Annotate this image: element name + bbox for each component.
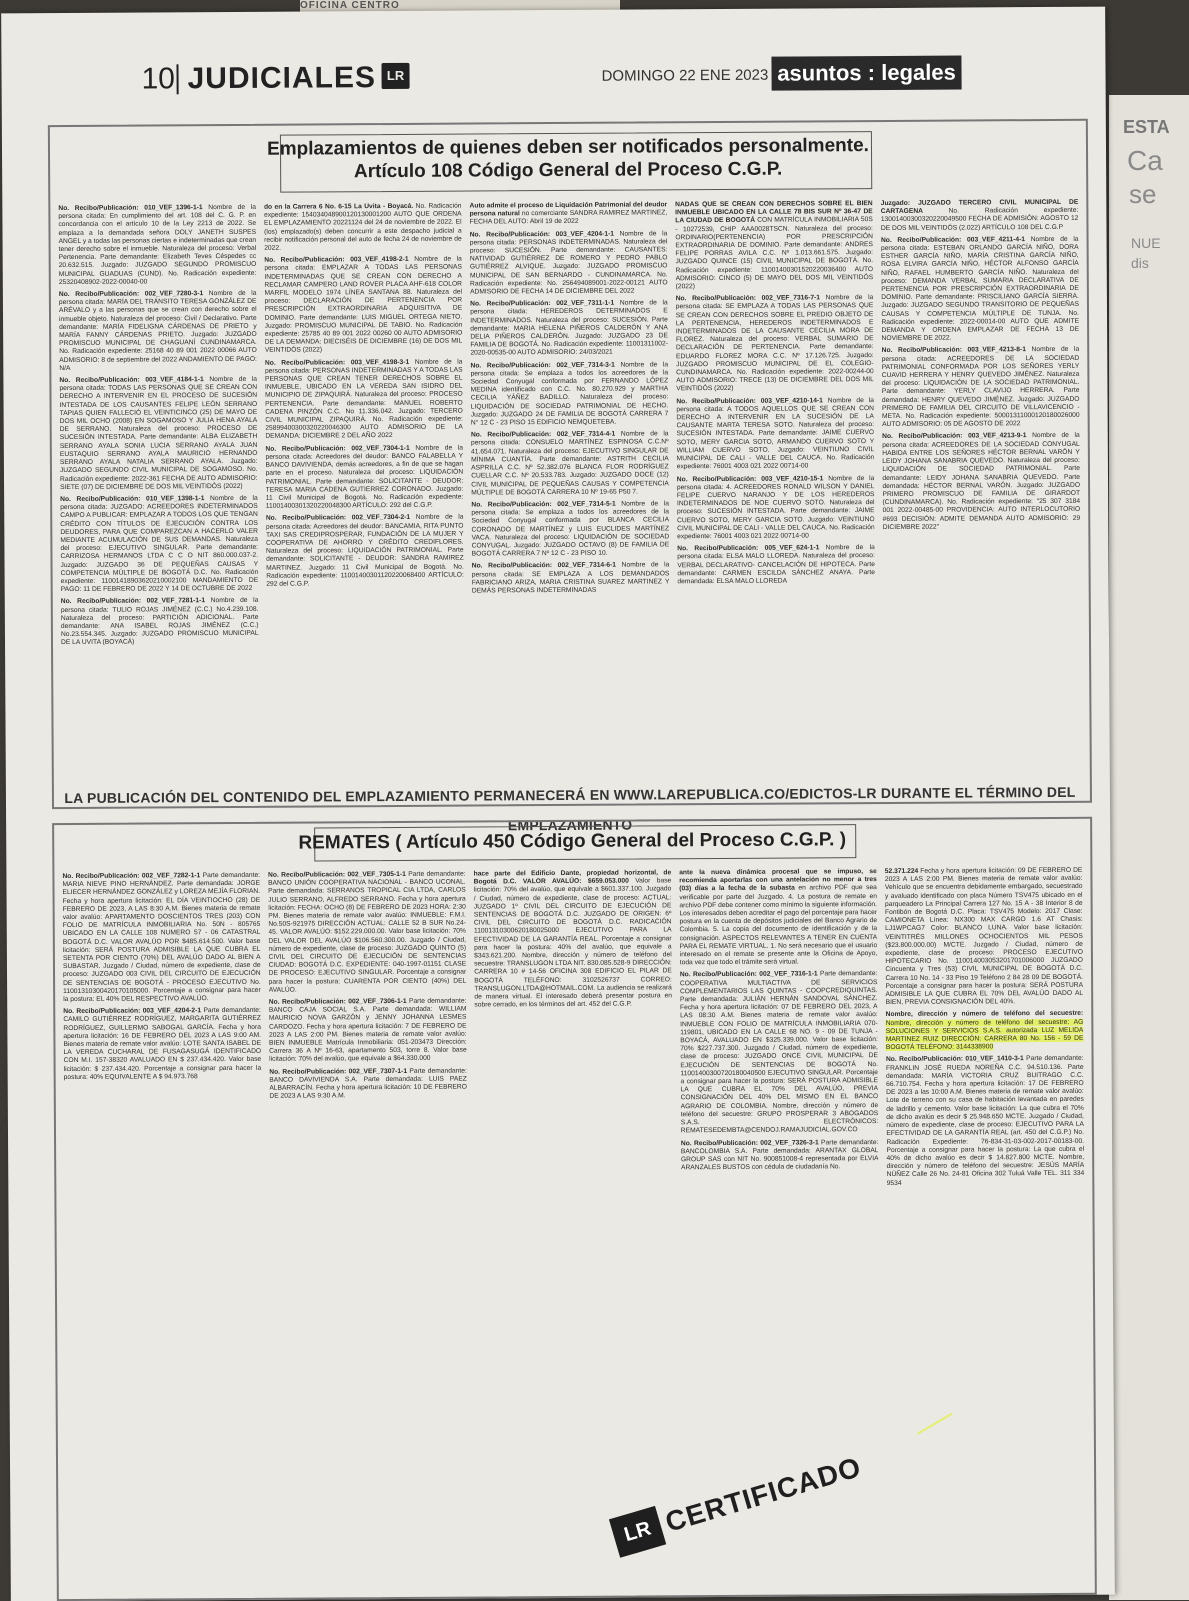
notice-heading: No. Recibo/Publicación: 002_VEF_7306-1-1 <box>268 997 410 1006</box>
emplazamiento-notice <box>61 597 259 647</box>
notice-body: Nombre de la persona citada: PERSONAS INDETERMINADAS. Naturaleza del proceso: SUCESIÓN. Parte demandante: CAUSANTES: NATIVIDAD GUTIÉRREZ DE ROMERO Y PEDRO PABLO GUTIÉRREZ ALVIQUE. Juzgado: JUZGADO PROMISCUO MUNICIPAL DE SAN BERNARDO - CUNDINAMARCA. No. Radicación expediente: No. 256494089001-2022-00121 AUTO ADMISORIO DE FECHA 14 DE DICIEMBRE DEL 2022 <box>469 229 668 296</box>
notice-body: Parte demandante: CAMILO GUTIÉRREZ RODRÍGUEZ, MARGARITA GUTIÉRREZ RODRÍGUEZ, GUILLERMO SABOGAL GARCÍA. Fecha y hora apertura licitación: 16 DE FEBRERO DEL 2023 A LAS 9:00 AM. Bienes materia de remate valor avalúo: LOTE SANTA ISABEL DE LA VEREDA CUCHARAL DE FUSAGASUGÁ IDENTIFICADO CON M.I. 157-38320 AVALUADO EN $ 237.434.420. Valor base licitación: $ 237.434.420. Porcentaje a consignar para hacer la postura: 40% EQUIVALENTE A $ 94.973.768 <box>63 1007 262 1081</box>
remate-notice <box>886 1055 1084 1187</box>
notice-heading: No. Recibo/Publicación: 002_VEF_7314-3-1 <box>470 361 621 370</box>
remate-notice <box>474 869 672 1010</box>
emplazamiento-column-5 <box>881 199 1082 795</box>
emplazamientos-box <box>48 119 1092 809</box>
notice-body: Nombre de la persona citada: PERSONAS INDETERMINADAS Y A TODAS LAS PERSONAS QUE CREAN TENER DERECHOS SOBRE EL INMUEBLE, UBICADO EN LA VEREDA SAN ISIDRO DEL MUNICIPIO DE ZIPAQUIRÁ. Naturaleza del proceso: PROCESO PERTENENCIA. Parte demandante: MANUEL ROBERTO CADENA PINZÓN C.C. No 11.336.042. Juzgado: TERCERO CIVIL MUNICIPAL ZIPAQUIRÁ. No. Radicación expediente: 25899400300320220046300 AUTO ADMISORIO DE LA DEMANDA: DICIEMBRE 2 DEL AÑO 2022 <box>264 358 463 441</box>
notice-heading: No. Recibo/Publicación: 002_VEF_7314-5-1 <box>471 500 622 509</box>
remate-notice <box>63 1007 261 1082</box>
notice-body: Nombre de la persona citada: TODAS LAS PERSONAS QUE SE CREAN CON DERECHO A INTERVENIR EN EL PROCESO DE SUCESIÓN INTESTADA DE LOS CAUSANTES FELIPE LEÓN SERRANO TAPIAS QUIEN FALLECIÓ EL VEINTICINCO (25) DE MAYO DE DOS MIL OCHO (2008) EN SOGAMOSO Y JULIA HENA AYALA DE SERRANO. Naturaleza del proceso: PROCESO DE SUCESIÓN INTESTADA. Parte demandante: ALBA ELIZABETH SERRANO AYALA SONIA LUCIA SERRANO AYALA JUAN EUSTAQUIO SERRANO AYALA MAURICIO HERNANDO SERRANO AYALA NATALIA SERRANO AYALA. Juzgado: JUZGADO SEGUNDO CIVIL MUNICIPAL DE SOGAMOSO. No. Radicación expediente: 2022-361 FECHA DE AUTO ADMISORIO: SIETE (07) DE DICIEMBRE DE DOS MIL VEINTIDÓS (2022) <box>59 375 258 491</box>
notice-body: Parte demandante: BANCO CAJA SOCIAL S.A. Parte demandada: WILLIAM MAURICIO NOVA GARZÓN y JENNY JOHANNA LESMES CARDOZO. Fecha y hora apertura licitación: 7 DE FEBRERO DE 2023 A LAS 2:00 PM. Bienes materia de remate valor avalúo: BIEN INMUEBLE Matrícula Inmobiliaria: 051-203473 Dirección: Carrera 36 A Nº 16-63, apartamento 503, torre 8. Valor base licitación: 70% del avalúo, que equivale a $64.330.000 <box>268 997 467 1064</box>
notice-heading: No. Recibo/Publicación: 003_VEF_4204-1-1 <box>469 230 620 239</box>
remate-notice <box>269 998 467 1065</box>
page-header <box>141 52 961 97</box>
emplazamiento-notice <box>470 300 668 359</box>
emplazamiento-notice <box>882 432 1080 532</box>
remates-box <box>52 817 1097 1601</box>
remate-notice <box>681 1139 879 1173</box>
notice-body: Nombre de la persona citada: JUZGADO: ACREEDORES INDETERMINADOS CAMPO A PUBLICAR: EMPLAZAR A TODOS LOS QUE TENGAN CRÉDITO CON TÍTULOS DE EJECUCIÓN CONTRA LOS DEUDORES, PARA QUE COMPAREZCAN A HACERLO VALER MEDIANTE ACUMULACIÓN DE SUS DEMANDAS. Naturaleza del proceso: EJECUTIVO SINGULAR. Parte demandante: CARRIZOSA HERMANOS LTDA C C O NIT 860.000.037-2. Juzgado: JUZGADO 36 DE PEQUEÑAS CAUSAS Y COMPETENCIA MÚLTIPLE DE BOGOTÁ D.C. No. Radicación expediente: 11001418903620210002100 MANDAMIENTO DE PAGO: 11 DE FEBRERO DE 2022 Y 14 DE OCTUBRE DE 2022 <box>60 494 259 594</box>
notice-body: Nombre de la persona citada: EMPLAZAR A TODAS LAS PERSONAS INDETERMINADAS QUE SE CREAN CON DERECHO A RECLAMAR CAMPERO LAND ROVER PLACA AHF-618 COLOR MARFIL MODELO 1974 LÍNEA SANTANA 88. Naturaleza del proceso: DECLARACIÓN DE PERTENENCIA POR PRESCRIPCIÓN EXTRAORDINARIA ADQUISITIVA DE DOMINIO. Parte demandante: LUIS MIGUEL ORTEGA NIETO. Juzgado: PROMISCUO MUNICIPAL DE TABIO. No. Radicación expediente: 25785 40 89 001 2022 00260 00 AUTO ADMISORIO DE LA DEMANDA: DIECISÉIS DE DICIEMBRE (16) DE DOS MIL VEINTIDÓS (2022) <box>264 255 463 355</box>
notice-heading: No. Recibo/Publicación: 002_VEF_7316-1-1 <box>679 970 821 979</box>
page-number: 10 <box>141 62 176 96</box>
notice-body: Nombre de la persona citada: Acreedores del deudor: BANCAMIA, RITA PUNTO TAXI SAS CREDIPROSPERAR, FUNDACIÓN DE LA MUJER Y COOPERATIVA DE AHORRO Y CRÉDITO CREDIFLORES. Naturaleza del proceso: LIQUIDACIÓN PATRIMONIAL. Parte demandante: SOLICITANTE - DEUDOR: SANDRA RAMIREZ MARTINEZ. Juzgado: 11 Civil Municipal de Bogotá. No. Radicación expediente: 11001400301120220068400 ARTÍCULO: 292 del C.G.P. <box>265 513 464 588</box>
notice-heading: No. Recibo/Publicación: 003_VEF_4213-8-1 <box>881 346 1032 355</box>
emplazamiento-notice <box>265 358 463 441</box>
adjacent-text-2: Ca <box>1127 145 1163 176</box>
notice-body: Nombre de la persona citada: Acreedores del deudor: BANCO FALABELLA Y BANCO DAVIVIENDA, demás acreedores, a fin de que se hagan parte en el proceso. Naturaleza del proceso: LIQUIDACIÓN PATRIMONIAL. Parte demandante: SOLICITANTE - DEUDOR: TERESA MARIA CADENA GUTIERREZ CORONADO. Juzgado: 11 Civil Municipal de Bogotá. No. Radicación expediente: 11001400301320220048300 ARTÍCULO: 292 del C.G.P. <box>265 444 464 510</box>
emplazamiento-column-2 <box>264 203 465 799</box>
notice-body: Parte demandante: BANCO DAVIVIENDA S.A. Parte demandada: LUIS PAEZ ALBARRACÍN. Fecha y hora apertura licitación: 10 DE FEBRERO DE 2023 A LAS 9:30 A.M. <box>269 1067 467 1101</box>
notice-body: Nombre de la persona citada: Se emplaza a todos los acreedores de la Sociedad Conyugal conformada por BLANCA CECILIA CORONADO DE MARTÍNEZ y LUIS EUCLIDES MARTÍNEZ VACA. Naturaleza del proceso: LIQUIDACIÓN DE SOCIEDAD CONYUGAL. Juzgado: JUZGADO OCTAVO (8) DE FAMILIA DE BOGOTÁ CARRERA 7 Nº 12 C - 23 PISO 10. <box>471 500 670 558</box>
emplazamiento-notice <box>675 200 873 291</box>
adjacent-text-5: dis <box>1131 255 1149 271</box>
notice-heading: Auto admite el proceso de Liquidación Patrimonial del deudor persona natural <box>469 201 668 218</box>
remate-notice <box>679 868 877 968</box>
notice-body: Nombre de la persona citada: 4. ACREEDORES RONALD WILSON Y DANIEL FELIPE CUERVO NARANJO Y DE LOS HEREDEROS INDETERMINADOS DE NOE CUERVO SOTO. Naturaleza del proceso: SUCESIÓN INTESTADA. Parte demandante: JAIME CUERVO SOTO, MERY GARCIA SOTO. Juzgado: VEINTIUNO CIVIL MUNICIPAL DE CALI - VALLE DEL CAUCA. No. Radicación expediente: 76001 4003 021 2022 00714-00 <box>676 474 875 541</box>
emplazamiento-notice <box>470 201 668 227</box>
notice-heading: No. Recibo/Publicación: 002_VEF_7307-1-1 <box>269 1067 410 1076</box>
notice-body: Nombre, dirección y número de teléfono del secuestre: AG SOLUCIONES Y SERVICIOS S.A.S. autorizada LUZ MELIDA MARTINEZ RUIZ DIRECCIÓN: CARRERA 80 No. 156 - 59 DE BOGOTÁ TELÉFONO: 3144338900 <box>885 1018 1084 1052</box>
emplazamiento-notice <box>472 562 670 596</box>
emplazamiento-notice <box>881 199 1079 233</box>
notice-heading: No. Recibo/Publicación: 002_VEF_7314-4-1 <box>470 430 621 439</box>
stamp-text: CERTIFICADO <box>661 1451 865 1538</box>
notice-body: Nombre de la persona citada: CONSUELO MARTÍNEZ ESPINOSA C.C.Nº 41.654.071. Naturaleza del proceso: EJECUTIVO SINGULAR DE MÍNIMA CUANTÍA. Parte demandante: ASTRITH CECILIA ASPRILLA C.C. Nº 52.382.076 BLANCA FLOR RODRÍGUEZ CUELLAR C.C. Nº 20.533.783. Juzgado: JUZGADO DOCE (12) CIVIL MUNICIPAL DE PEQUEÑAS CAUSAS Y COMPETENCIA MÚLTIPLE DE BOGOTÁ CARRERA 10 Nº 19-65 P50 7. <box>470 430 669 497</box>
notice-body: Nombre de la persona citada: SE EMPLAZA A TODAS LAS PERSONAS QUE SE CREAN CON DERECHOS SOBRE EL PREDIO OBJETO DE LA PERTENENCIA, HEREDEROS INDETERMINADOS E INDETERMINADOS DE LA CAUSANTE CECILIA MORA DE FLOREZ. Naturaleza del proceso: VERBAL SUMARIO DE DECLARACIÓN DE PERTENENCIA. Parte demandante: EDUARDO FLOREZ MORA C.C. Nº 17.126.725. Juzgado: JUZGADO PROMISCUO MUNICIPAL DE EL COLEGIO-CUNDINAMARCA. No. Radicación expediente: 2022-00244-00 AUTO ADMISORIO: TRECE (13) DE DICIEMBRE DEL DOS MIL VEINTIDÓS (2022) <box>675 294 874 393</box>
emplazamiento-column-1 <box>58 204 259 800</box>
notice-heading: Juzgado: JUZGADO TERCERO CIVIL MUNICIPAL DE CARTAGENA <box>880 198 1079 216</box>
adjacent-text-3: se <box>1129 179 1157 209</box>
adjacent-newspaper-sheet <box>1109 95 1189 1600</box>
notice-body: Parte demandante: COOPERATIVA MULTIACTIVA DE SERVICIOS COMPLEMENTARIOS LAS QUINTAS - COOPCREDIQUINTAS. Parte demandada: JULIÁN HERNÁN SANDOVAL SÁNCHEZ. Fecha y hora apertura licitación: 07 DE FEBRERO DEL 2023, A LAS 08:30 A.M. Bienes materia de remate valor avalúo: INMUEBLE CON FOLIO DE MATRÍCULA INMOBILIARIA 070-119801, UBICADO EN LA CALLE 68 NO. 9 - 09 DE TUNJA - BOYACÁ, AVALUADO EN $325.339.000. Valor base licitación: 70% $227.737.300. Juzgado / Ciudad, número de expediente, clase de proceso: JUZGADO ONCE CIVIL MUNICIPAL DE EJECUCIÓN DE SENTENCIAS DE BOGOTÁ No. 11001400300720180040500 EJECUTIVO SINGULAR. Porcentaje a consignar para hacer la postura: SERÁ POSTURA ADMISIBLE LA QUE CUBRA EL 70% DEL AVALÚO, PREVIA CONSIGNACIÓN DEL 40% DEL MISMO EN EL BANCO AGRARIO DE COLOMBIA. Nombre, dirección y número de teléfono del secuestre: GRUPO PROSPERAR 3 ABOGADOS S.A.S. ELECTRÓNICOS: REMATESEDEMBTA@CENDOJ.RAMAJUDICIAL.GOV.CO <box>679 970 879 1135</box>
notice-heading: No. Recibo/Publicación: 010_VEF_1398-1-1 <box>60 495 211 503</box>
emplazamiento-notice <box>677 544 875 586</box>
top-paper-strip: OFICINA CENTRO <box>300 0 620 12</box>
notice-heading: No. Recibo/Publicación: 003_VEF_4198-3-1 <box>264 358 415 367</box>
notice-body: Nombre de la persona citada: En cumplimiento del art. 108 del C. G. P. en concordancia con el artículo 10 de la Ley 2213 de 2022. Se emplaza a la demandada señora DOLY JANETH SUSPES ANGEL y a todas las personas ciertas e indeterminadas que crean tener derecho sobre el inmueble. Naturaleza del proceso: Verbal Pertenencia. Parte demandante: Elizabeth Teves Céspedes cc 20.632.515. Juzgado: JUZGADO SEGUNDO PROMISCUO MUNICIPAL GUADUAS (CUND). No. Radicación expediente: 25320408902-2022-00040-00 <box>58 203 257 286</box>
notice-heading: No. Recibo/Publicación: 003_VEF_4213-9-1 <box>882 432 1033 441</box>
remate-column-5 <box>885 867 1087 1586</box>
notice-body: Nombre de la persona citada: SE EMPLAZA A LOS DEMANDADOS FABRICIANO ARIZA, MARIA CRISTINA SUAREZ MARTINEZ Y DEMÁS PERSONAS INDETERMINADAS <box>471 561 670 595</box>
adjacent-text-1: ESTA <box>1123 117 1170 137</box>
emplazamiento-column-4 <box>675 200 876 796</box>
remate-notice <box>268 871 466 995</box>
notice-body: Nombre de la persona citada: Se emplaza a todos los acreedores de la Sociedad Conyugal conformada por FERNANDO LÓPEZ MEDINA identificado con C.C. No. 80.270.929 y MARTHA CECILIA YÁÑEZ BADILLO. Naturaleza del proceso: LIQUIDACIÓN DE SOCIEDAD PATRIMONIAL DE HECHO. Juzgado: JUZGADO 24 DE FAMILIA DE BOGOTÁ CARRERA 7 N° 12 C - 23 PISO 15 EDIFICIO NEMQUETEBA. <box>470 360 669 427</box>
emplazamientos-columns <box>58 199 1082 800</box>
notice-heading: No. Recibo/Publicación: 002_VEF_7280-3-1 <box>58 290 209 299</box>
remates-title: REMATES ( Artículo 450 Código General del Proceso C.G.P. ) <box>298 829 847 854</box>
emplazamiento-column-3 <box>470 201 671 797</box>
notice-heading: Nombre, dirección y número de teléfono del secuestre: <box>885 1010 1084 1019</box>
emplazamiento-notice <box>881 236 1079 344</box>
emplazamiento-notice <box>266 514 464 589</box>
adjacent-text-4: NUE <box>1131 235 1161 251</box>
notice-heading: No. Recibo/Publicación: 002_VEF_7304-2-1 <box>265 514 416 523</box>
emplazamiento-notice <box>58 204 256 287</box>
emplazamientos-title-line1: Emplazamientos de quienes deben ser notificados personalmente. <box>267 135 869 160</box>
emplazamientos-title-line2: Artículo 108 Código General del Proceso C.G.P. <box>353 158 783 183</box>
notice-body: Nombre de la persona citada: ACREEDORES DE LA SOCIEDAD CONYUGAL HABIDA ENTRE LOS SEÑORES HÉCTOR BERNAL VARÓN Y LEIDY JOHANA SANABRIA QUEVEDO. Naturaleza del proceso: LIQUIDACIÓN DE SOCIEDAD PATRIMONIAL. Parte demandante: LEIDY JOHANA SANABRIA QUEVEDO. Parte demandada: HÉCTOR BERNAL VARÓN. Juzgado: JUZGADO PRIMERO PROMISCUO DE FAMILIA DE GIRARDOT (CUNDINAMARCA). No. Radicación expediente: "25 307 3184 001 2022-00485-00 PROVIDENCIA: AUTO INTERLOCUTORIO #693 DECISIÓN: ADMITE DEMANDA AUTO ADMISORIO: 29 DICIEMBRE 2022" <box>882 432 1081 531</box>
notice-body: Parte demandante: BANCOLOMBIA S.A. Parte demandada: ARANTAX GLOBAL GROUP SAS con NIT No. 900851008-4 representada por ELVIA ARANZALES BUSTOS con cédula de ciudadanía No. <box>680 1138 879 1172</box>
notice-body: Nombre de la persona citada: ELSA MALO LLOREDA. Naturaleza del proceso: VERBAL DECLARATIVO- CANCELACIÓN DE HIPOTECA. Parte demandante: CARMEN ESCILDA SÁNCHEZ ANAYA. Parte demandada: ELSA MALO LLOREDA <box>677 544 875 586</box>
notice-heading: 52.371.224 <box>884 867 921 876</box>
remate-notice <box>885 867 1083 1008</box>
emplazamiento-notice <box>471 500 669 559</box>
issue-date: DOMINGO 22 ENE 2023 <box>601 66 769 85</box>
remate-notice <box>269 1067 467 1101</box>
notice-heading: hace parte del Edificio Dante, propiedad horizontal, de Bogotá D.C. VALOR AVALÚO: $659.053.000 <box>473 869 672 886</box>
emplazamiento-notice <box>676 294 874 394</box>
header-separator <box>176 64 178 94</box>
notice-body: no comerciante SANDRA RAMIREZ MARTINEZ, FECHA DEL AUTO: Abril 19 de 2022 <box>469 209 668 226</box>
notice-body: Parte demandante: MARIA NIEVE PINO HERNÁNDEZ. Parte demandada: JORGE ELIECER HERNÁNDEZ GONZÁLEZ y LOREZA MEJÍA FLORIAN. Fecha y hora apertura licitación: EL DÍA VEINTIOCHO (28) DE FEBRERO DE 2023, A LAS 8:30 A.M. Bienes materia de remate valor avalúo: APARTAMENTO DOSCIENTOS TRES (203) CON FOLIO DE MATRÍCULA INMOBILIARIA No. 50N - 805765 UBICADO EN LA CALLE 108 NUMERO 57 - 06 CATASTRAL BOGOTÁ D.C. VALOR AVALÚO POR $485.614.500. Valor base licitación: SERÁ POSTURA ADMISIBLE LA QUE CUBRA EL SETENTA POR CIENTO (70%) DEL AVALÚO DADO AL BIEN A SUBASTAR. Juzgado / Ciudad, número de expediente, clase de proceso: JUZGADO 003 CIVIL DEL CIRCUITO DE EJECUCIÓN DE SENTENCIAS DE BOGOTÁ - PROCESO EJECUTIVO No. 11001310300420170105000. Porcentaje a consignar para hacer la postura: EL 40% DEL RESPECTIVO AVALÚO. <box>62 871 261 1004</box>
notice-body: Nombre de la persona citada: HEREDEROS DETERMINADOS E INDETERMINADOS. Naturaleza del proceso: SUCESIÓN. Parte demandante: MARIA HELENA PIÑEROS CALDERÓN Y ANA DELIA PIÑEROS CALDERÓN. Juzgado: JUZGADO 23 DE FAMILIA DE BOGOTÁ. No. Radicación expediente: 11001311002-2020-00535-00 AUTO ADMISORIO: 24/03/2021 <box>470 299 668 357</box>
emplazamiento-notice <box>470 361 668 428</box>
newspaper-page <box>1 7 1115 1601</box>
notice-body: Nombre de la persona citada: MARÍA DEL TRÁNSITO TERESA GONZÁLEZ DE ARÉVALO y a las personas que se crean con derecho sobre el inmueble objeto. Naturaleza del proceso: Civil / Declarativo. Parte demandante: MARÍA FIDELIGNA CÁRDENAS DE PRIETO y MARÍA FANNY CÁRDENAS PRIETO. Juzgado: JUZGADO PROMISCUO MUNICIPAL DE CHAGUANÍ CUNDINAMARCA. No. Radicación expediente: 25168 40 89 001 2022 00066 AUTO ADMISORIO: 8 de septiembre del 2022 ANDAMIENTO DE PAGO: N/A <box>58 289 257 372</box>
notice-heading: No. Recibo/Publicación: 002_VEF_7314-6-1 <box>471 561 622 570</box>
notice-heading: No. Recibo/Publicación: 003_VEF_4210-15-1 <box>676 474 829 483</box>
remate-column-1 <box>62 872 264 1591</box>
emplazamiento-notice <box>470 230 668 297</box>
remate-column-3 <box>474 869 676 1588</box>
notice-body: Parte demandante: BANCO UNIÓN COOPERATIVA NACIONAL - BANCO UCONAL. Parte demandada: SERRANOS TROPICAL CIA LTDA, CARLOS JULIO SERRANO, ALFREDO SERRANO. Fecha y hora apertura licitación: FECHA: OCHO (8) DE FEBRERO DE 2023 HORA: 2:30 PM. Bienes materia de remate valor avalúo: INMUEBLE: F.M.I. No.50S-921975 DIRECCIÓN ACTUAL: CALLE 52 B SUR No.24-45. VALOR AVALÚO: $152.229.000.00. Valor base licitación: 70% DEL VALOR DEL AVALÚO $106.560.300.00. Juzgado / Ciudad, número de expediente, clase de proceso: JUZGADO QUINTO (5) CIVIL DEL CIRCUITO DE EJECUCIÓN DE SENTENCIAS CIUDAD: BOGOTÁ D.C. EXPEDIENTE: 040-1997-01151 CLASE DE PROCESO: EJECUTIVO SINGULAR. Porcentaje a consignar para hacer la postura: CUARENTA POR CIENTO (40%) DEL AVALÚO. <box>268 870 467 994</box>
notice-body: Valor base licitación: 70% del avalúo, que equivale a $601.337.100. Juzgado / Ciudad, número de expediente, clase de proceso: ACTUAL: JUZGADO 1º CIVIL DEL CIRCUITO DE EJECUCIÓN DE SENTENCIAS DE BOGOTÁ D.C. JUZGADO DE ORIGEN: 6º CIVIL DEL CIRCUITO DE BOGOTÁ D.C. RADICACIÓN 11001310300620180025000 EJECUTIVO PARA LA EFECTIVIDAD DE LA GARANTÍA REAL. Porcentaje a consignar para hacer la postura: 40% del avalúo, que equivale a $343.621.200. Nombre, dirección y número de teléfono del secuestre: TRANSLUGON LTDA NIT. 830.085.528-9 DIRECCIÓN: CARRERA 10 # 14-56 OFICINA 308 EDIFICIO EL PILAR DE BOGOTÁ TELÉFONO: 3102526737 CORREO: TRANSLUGON.LTDA@HOTMAIL.COM. La audiencia se realizará de manera virtual. El interesado deberá presentar postura en sobre cerrado, en los términos del art. 452 del C.G.P. <box>473 877 672 1009</box>
notice-heading: No. Recibo/Publicación: 003_VEF_4204-2-1 <box>63 1007 204 1016</box>
notice-heading: No. Recibo/Publicación: 003_VEF_4210-14-1 <box>676 397 828 405</box>
emplazamiento-notice <box>264 203 462 253</box>
notice-heading: No. Recibo/Publicación: 002_VEF_7316-7-1 <box>675 294 826 303</box>
notice-body: Nombre de la persona citada: ACREEDORES DE LA SOCIEDAD PATRIMONIAL CONFORMADA POR LOS SEÑORES YERLY CUAVID HERRERA Y HENRY QUEVEDO JIMÉNEZ. Naturaleza del proceso: LIQUIDACIÓN DE LA SOCIEDAD PATRIMONIAL. Parte demandante: YERLY CLAVIJO HERRERA. Parte demandada: HENRY QUEVEDO JIMÉNEZ. Juzgado: JUZGADO PRIMERO DE FAMILIA DEL CIRCUITO DE VILLAVICENCIO - META. No. Radicación expediente: 50001311000120180026000 AUTO ADMISORIO: 05 DE AGOSTO DE 2022 <box>881 346 1080 429</box>
emplazamiento-notice <box>882 346 1080 429</box>
notice-heading: No. Recibo/Publicación: 002_VEF_7311-1-1 <box>470 299 620 308</box>
notice-body: Nombre de la persona citada: TULIO ROJAS JIMÉNEZ (C.C.) No.4.239.108. Naturaleza del proceso: PARTICIÓN ADICIONAL. Parte demandante: ANA ISABEL ROJAS JIMÉNEZ (C.C.) No.23.554.345. Juzgado: JUZGADO PROMISCUO MUNICIPAL DE LA UVITA (BOYACÁ) <box>60 597 259 647</box>
permanence-notice: LA PUBLICACIÓN DEL CONTENIDO DEL EMPLAZAMIENTO PERMANECERÁ EN WWW.LAREPUBLICA.CO/EDICTOS-LR DURANTE EL TÉRMINO DEL EMPLAZAMIENTO <box>64 783 1076 834</box>
stamp-logo-icon: LR <box>609 1506 666 1558</box>
notice-body: Nombre de la persona citada: ESTEBAN ORLANDO GARCÍA NIÑO, DORA ESTHER GARCÍA NIÑO, MARÍA CRISTINA GARCÍA NIÑO, ROSA ELVIRA GARCÍA NIÑO, HÉCTOR ALFONSO GARCÍA NIÑO, RAFAEL HUMBERTO GARCÍA NIÑO. Naturaleza del proceso: DEMANDA VERBAL SUMARIA DECLARATIVA DE PERTENENCIA POR PRESCRIPCIÓN EXTRAORDINARIA DE DOMINIO. Parte demandante: PRISCILIANO GARCÍA SIERRA. Juzgado: JUZGADO SEGUNDO TRANSITORIO DE PEQUEÑAS CAUSAS Y COMPETENCIA MÚLTIPLE DE TUNJA. No. Radicación expediente: 2022-00014-00 AUTO QUE ADMITE DEMANDA Y ORDENA EMPLAZAR DE FECHA 13 DE NOVIEMBRE DE 2022. <box>880 235 1080 343</box>
notice-heading: NADAS QUE SE CREAN CON DERECHOS SOBRE EL BIEN INMUEBLE UBICADO EN LA CALLE 78 BIS SUR Nº 36-47 DE LA CIUDAD DE BOGOTÁ <box>675 200 873 225</box>
notice-heading: No. Recibo/Publicación: 002_VEF_7305-1-1 <box>268 870 409 879</box>
remate-column-2 <box>268 871 470 1590</box>
notice-heading: do en la Carrera 6 No. 6-15 La Uvita - Boyacá. <box>263 202 416 211</box>
emplazamientos-title <box>50 133 1086 185</box>
section-title: JUDICIALES <box>187 61 377 96</box>
emplazamiento-notice <box>677 475 875 542</box>
notice-heading: No. Recibo/Publicación: 002_VEF_7281-1-1 <box>60 597 211 606</box>
emplazamiento-notice <box>59 376 257 492</box>
notice-body: en archivo PDF que sea verificable por parte del Juzgado. 4. La postura de remate en archivo PDF debe contener como mínimo la siguiente información. Los interesados deben acreditar el pago del porcentaje para hacer postura en la cuenta de depósitos judiciales del Banco Agrario de Colombia. 5. La copia del documento de identificación y de la consignación. ASPECTOS RELEVANTES A TENER EN CUENTA PARA EL REMATE VIRTUAL. 1. No será necesario que el usuario interesado en el remate se presente ante la Oficina de Apoyo, toda vez que todo el trámite será virtual. <box>679 884 878 967</box>
notice-body: Fecha y hora apertura licitación: 09 DE FEBRERO DE 2023 A LAS 2:00 PM. Bienes materia de remate valor avalúo: Vehículo que se encuentra debidamente embargado, secuestrado y avaluado identificado con placa Número TSV475 ubicado en el parqueadero La Principal Carrera 127 No. 15 A - 38 Interior 8 de Fontibón de Bogotá D.C. Placa: TSV475 Modelo: 2017 Clase: CAMIONETA Línea: NX300 MAX CARGO 1.6 AT Chasis: LJ1WPCAG7 Color: BLANCO LUNA. Valor base licitación: VEINTITRÉS MILLONES OCHOCIENTOS MIL PESOS ($23.800.000.00) M/CTE. Juzgado / Ciudad, número de expediente, clase de proceso: PROCESO EJECUTIVO HIPOTECARIO No. 110014003053201701006000 JUZGADO Cincuenta y Tres (53) CIVIL MUNICIPAL DE BOGOTÁ D.C. Carrera 10 No. 14 - 33 Piso 19 Teléfono 2 84 28 09 DE BOGOTÁ. Porcentaje a consignar para hacer la postura: SERÁ POSTURA ADMISIBLE LA QUE CUBRA EL 70% DEL AVALÚO DADO AL BIEN, PREVIA CONSIGNACIÓN DEL 40%. <box>884 866 1084 1007</box>
notice-heading: No. Recibo/Publicación: 002_VEF_7326-3-1 <box>680 1138 822 1147</box>
notice-heading: ante la nueva dinámica procesal que se impuso, se recomienda aportarlas con una antelación no menor a tres (03) días a la fecha de la subasta <box>679 868 877 893</box>
emplazamiento-notice <box>676 397 874 472</box>
emplazamiento-notice <box>60 495 258 595</box>
notice-body: No. Radicación expediente: 13001400300320220049500 FECHA DE ADMISIÓN: AGOSTO 12 DE DOS MIL VEINTIDÓS (2.022) ARTÍCULO 108 DEL C.G.P <box>880 207 1079 232</box>
emplazamiento-notice <box>265 444 463 511</box>
remate-notice <box>62 872 260 1004</box>
notice-heading: No. Recibo/Publicación: 010_VEF_1396-1-1 <box>58 204 209 213</box>
lr-logo-icon: LR <box>381 63 409 89</box>
remate-notice <box>680 970 879 1135</box>
emplazamiento-notice <box>264 256 462 356</box>
notice-body: Parte demandante: FRANKLIN JOSÉ RUEDA NOREÑA C.C. 94.510.136. Parte demandada: MARÍA VICTORIA CRUZ BUITRAGO C.C. 66.710.754. Fecha y hora apertura licitación: 17 DE FEBRERO DE 2023 a las 10:00 A.M. Bienes materia de remate valor avalúo: Lote de terreno con su casa de habitación levantada en paredes de ladrillo y cemento. Valor base licitación: La que cubra el 70% de dicho avalúo es decir $ 25.948.650 MCTE. Juzgado / Ciudad, número de expediente, clase de proceso: EJECUTIVO PARA LA EFECTIVIDAD DE LA GARANTÍA REAL (art. 450 del C.G.P.) No. Radicación Expediente: 76-834-31-03-002-2017-00183-00. Porcentaje a consignar para hacer la postura: La que cubra el 40% de dicho avalúo es decir $ 14.827.800 MCTE. Nombre, dirección y número de teléfono del secuestre: JESÚS MARÍA NÚÑEZ Calle 26 No. 24-81 Oficina 302 Tuluá Valle TEL. 311 334 9534 <box>885 1055 1085 1187</box>
notice-heading: No. Recibo/Publicación: 005_VEF_624-1-1 <box>677 544 826 553</box>
notice-heading: No. Recibo/Publicación: 003_VEF_4184-1-1 <box>59 376 210 385</box>
brand-banner: asuntos : legales <box>771 56 961 91</box>
notice-body: Nombre de la persona citada: A TODOS AQUELLOS QUE SE CREAN CON DERECHO A INTERVENIR EN LA SUCESIÓN DE LA CAUSANTE MARTA TERESA SOTO. Naturaleza del proceso: SUCESIÓN INTESTADA. Parte demandante: JAIME CUERVO SOTO, MERY GARCIA SOTO, ARMANDO CUERVO SOTO Y WILLIAM CUERVO SOTO. Juzgado: VEINTIUNO CIVIL MUNICIPAL DE CALI - VALLE DEL CAUCA. No. Radicación expediente: 76001 4003 021 2022 00714-00 <box>676 396 875 471</box>
notice-heading: No. Recibo/Publicación: 010_VEF_1410-3-1 <box>885 1055 1027 1064</box>
notice-body: CON MATRÍCULA INMOBILIARIA 50S - 10272539, CHIP AAA0028TSCN. Naturaleza del proceso: ORDINARIO(PERTENENCIA) POR PRESCRIPCIÓN EXTRAORDINARIA DE DOMINIO. Parte demandante: ANDRES FELIPE PORRAS AVILA C.C. Nº 1.013.661.575. Juzgado: JUZGADO QUINCE (15) CIVIL MUNICIPAL DE BOGOTÁ. No. Radicación expediente: 11001400301520220036400 AUTO ADMISORIO: CINCO (5) DE MAYO DEL DOS MIL VEINTIDÓS (2022) <box>675 216 874 291</box>
notice-heading: No. Recibo/Publicación: 003_VEF_4198-2-1 <box>264 256 415 265</box>
emplazamiento-notice <box>471 431 669 498</box>
emplazamiento-notice <box>59 290 257 373</box>
notice-heading: No. Recibo/Publicación: 003_VEF_4211-4-1 <box>880 235 1031 244</box>
notice-heading: No. Recibo/Publicación: 002_VEF_7282-1-1 <box>62 872 203 881</box>
notice-body: No. Radicación expediente: 154034048900120130001200 AUTO QUE ORDENA EL EMPLAZAMIENTO 20221124 del 24 de noviembre de 2022. El (los) emplazado(s) deben concurrir a este despacho judicial a recibir notificación personal del auto de fecha 24 de noviembre de 2022. <box>263 202 462 252</box>
remate-notice <box>886 1010 1084 1052</box>
remates-columns <box>62 867 1086 1591</box>
notice-heading: No. Recibo/Publicación: 002_VEF_7304-1-1 <box>265 444 416 453</box>
